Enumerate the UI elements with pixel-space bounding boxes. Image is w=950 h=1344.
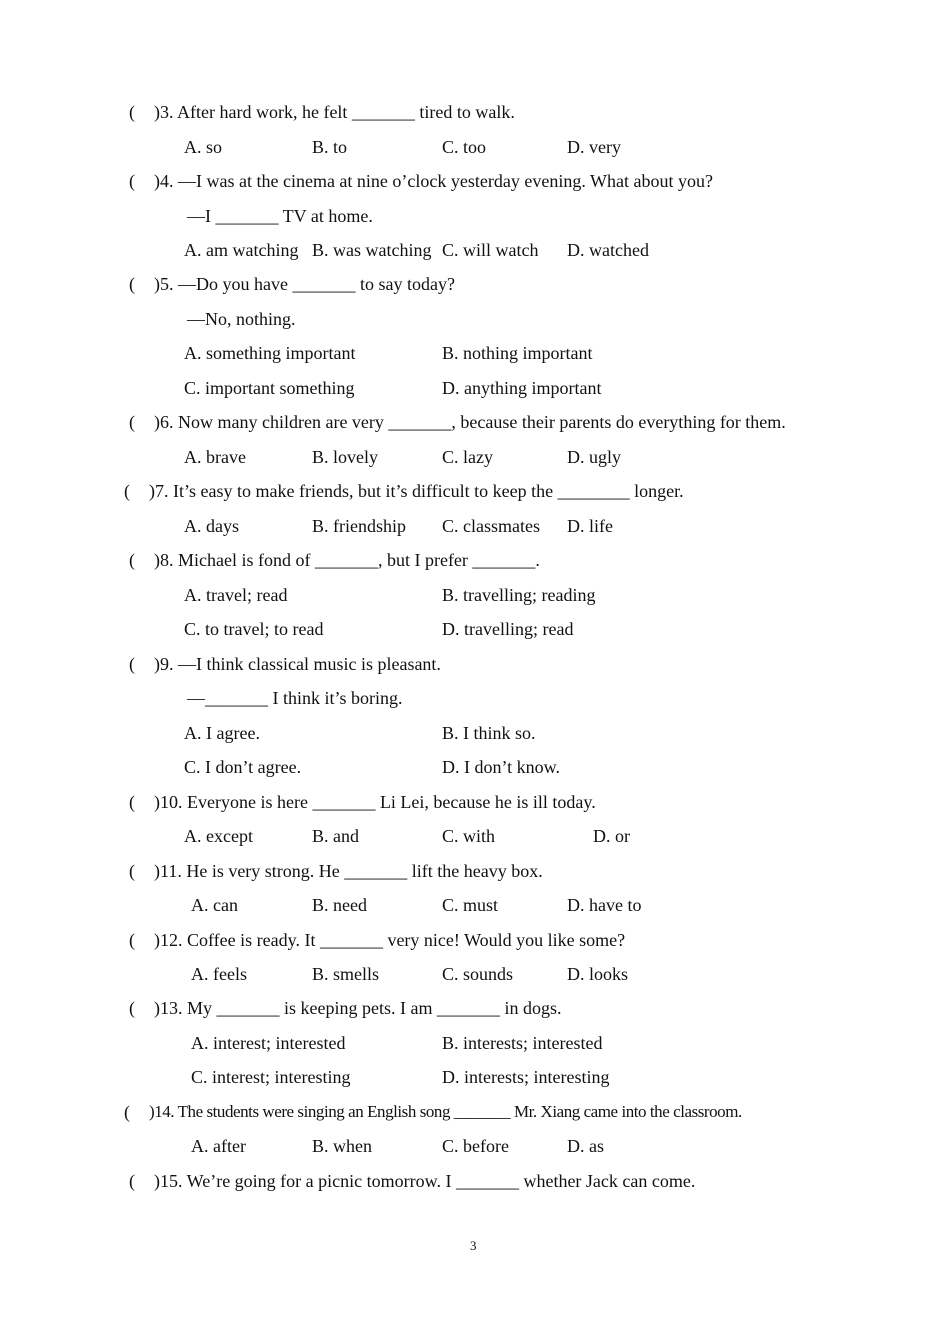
answer-bracket-q6[interactable]: ( [129, 412, 135, 432]
option-b-q5: B. nothing important [442, 343, 593, 363]
option-b-q13: B. interests; interested [442, 1033, 603, 1053]
option-a-q10: A. except [184, 826, 253, 846]
question-reply-q5: —No, nothing. [187, 309, 296, 329]
option-d-q6: D. ugly [567, 447, 621, 467]
option-a-q3: A. so [184, 137, 223, 157]
question-reply-q9: —_______ I think it’s boring. [187, 688, 403, 708]
question-stem-q11: )11. He is very strong. He _______ lift the heavy box. [154, 861, 543, 881]
option-d-q12: D. looks [567, 964, 629, 984]
option-c-q6: C. lazy [442, 447, 493, 467]
answer-bracket-q5[interactable]: ( [129, 274, 135, 294]
answer-bracket-q12[interactable]: ( [129, 930, 135, 950]
question-stem-q6: )6. Now many children are very _______, because their parents do everything for them. [154, 412, 786, 432]
answer-bracket-q11[interactable]: ( [129, 861, 135, 881]
option-b-q7: B. friendship [312, 516, 406, 536]
option-c-q9: C. I don’t agree. [184, 757, 302, 777]
answer-bracket-q3[interactable]: ( [129, 102, 135, 122]
question-stem-q5: )5. —Do you have _______ to say today? [154, 274, 455, 294]
option-d-q7: D. life [567, 516, 613, 536]
option-a-q14: A. after [191, 1136, 246, 1156]
option-b-q4: B. was watching [312, 240, 432, 260]
option-d-q13: D. interests; interesting [442, 1067, 610, 1087]
question-reply-q4: —I _______ TV at home. [187, 206, 373, 226]
question-stem-q10: )10. Everyone is here _______ Li Lei, because he is ill today. [154, 792, 596, 812]
answer-bracket-q9[interactable]: ( [129, 654, 135, 674]
option-a-q5: A. something important [184, 343, 356, 363]
option-d-q9: D. I don’t know. [442, 757, 560, 777]
option-d-q8: D. travelling; read [442, 619, 574, 639]
question-stem-q7: )7. It’s easy to make friends, but it’s difficult to keep the ________ longer. [149, 481, 684, 501]
option-d-q4: D. watched [567, 240, 649, 260]
question-stem-q12: )12. Coffee is ready. It _______ very nice! Would you like some? [154, 930, 626, 950]
option-c-q8: C. to travel; to read [184, 619, 324, 639]
answer-bracket-q7[interactable]: ( [124, 481, 130, 501]
page-number: 3 [470, 1238, 477, 1253]
option-d-q3: D. very [567, 137, 621, 157]
option-a-q7: A. days [184, 516, 239, 536]
answer-bracket-q13[interactable]: ( [129, 998, 135, 1018]
option-c-q7: C. classmates [442, 516, 540, 536]
option-c-q10: C. with [442, 826, 496, 846]
option-b-q8: B. travelling; reading [442, 585, 596, 605]
option-d-q11: D. have to [567, 895, 642, 915]
option-d-q5: D. anything important [442, 378, 602, 398]
answer-bracket-q15[interactable]: ( [129, 1171, 135, 1191]
option-b-q9: B. I think so. [442, 723, 536, 743]
answer-bracket-q14[interactable]: ( [124, 1102, 130, 1122]
option-a-q13: A. interest; interested [191, 1033, 346, 1053]
option-c-q3: C. too [442, 137, 487, 157]
option-a-q4: A. am watching [184, 240, 299, 260]
option-c-q12: C. sounds [442, 964, 514, 984]
question-stem-q14: )14. The students were singing an English song _______ Mr. Xiang came into the classroom. [149, 1102, 742, 1121]
option-a-q11: A. can [191, 895, 238, 915]
option-c-q5: C. important something [184, 378, 355, 398]
option-a-q12: A. feels [191, 964, 247, 984]
option-b-q12: B. smells [312, 964, 380, 984]
option-b-q11: B. need [312, 895, 367, 915]
question-stem-q8: )8. Michael is fond of _______, but I prefer _______. [154, 550, 540, 570]
option-b-q3: B. to [312, 137, 348, 157]
answer-bracket-q10[interactable]: ( [129, 792, 135, 812]
answer-bracket-q4[interactable]: ( [129, 171, 135, 191]
option-b-q14: B. when [312, 1136, 372, 1156]
question-stem-q4: )4. —I was at the cinema at nine o’clock yesterday evening. What about you? [154, 171, 713, 191]
option-b-q10: B. and [312, 826, 359, 846]
option-b-q6: B. lovely [312, 447, 378, 467]
answer-bracket-q8[interactable]: ( [129, 550, 135, 570]
option-a-q8: A. travel; read [184, 585, 288, 605]
option-a-q6: A. brave [184, 447, 246, 467]
option-d-q10: D. or [593, 826, 630, 846]
option-c-q14: C. before [442, 1136, 509, 1156]
option-c-q11: C. must [442, 895, 499, 915]
option-c-q4: C. will watch [442, 240, 539, 260]
question-stem-q13: )13. My _______ is keeping pets. I am _______ in dogs. [154, 998, 562, 1018]
option-a-q9: A. I agree. [184, 723, 260, 743]
question-stem-q15: )15. We’re going for a picnic tomorrow. I _______ whether Jack can come. [154, 1171, 696, 1191]
option-c-q13: C. interest; interesting [191, 1067, 351, 1087]
question-stem-q3: )3. After hard work, he felt _______ tired to walk. [154, 102, 515, 122]
option-d-q14: D. as [567, 1136, 604, 1156]
question-stem-q9: )9. —I think classical music is pleasant. [154, 654, 441, 674]
